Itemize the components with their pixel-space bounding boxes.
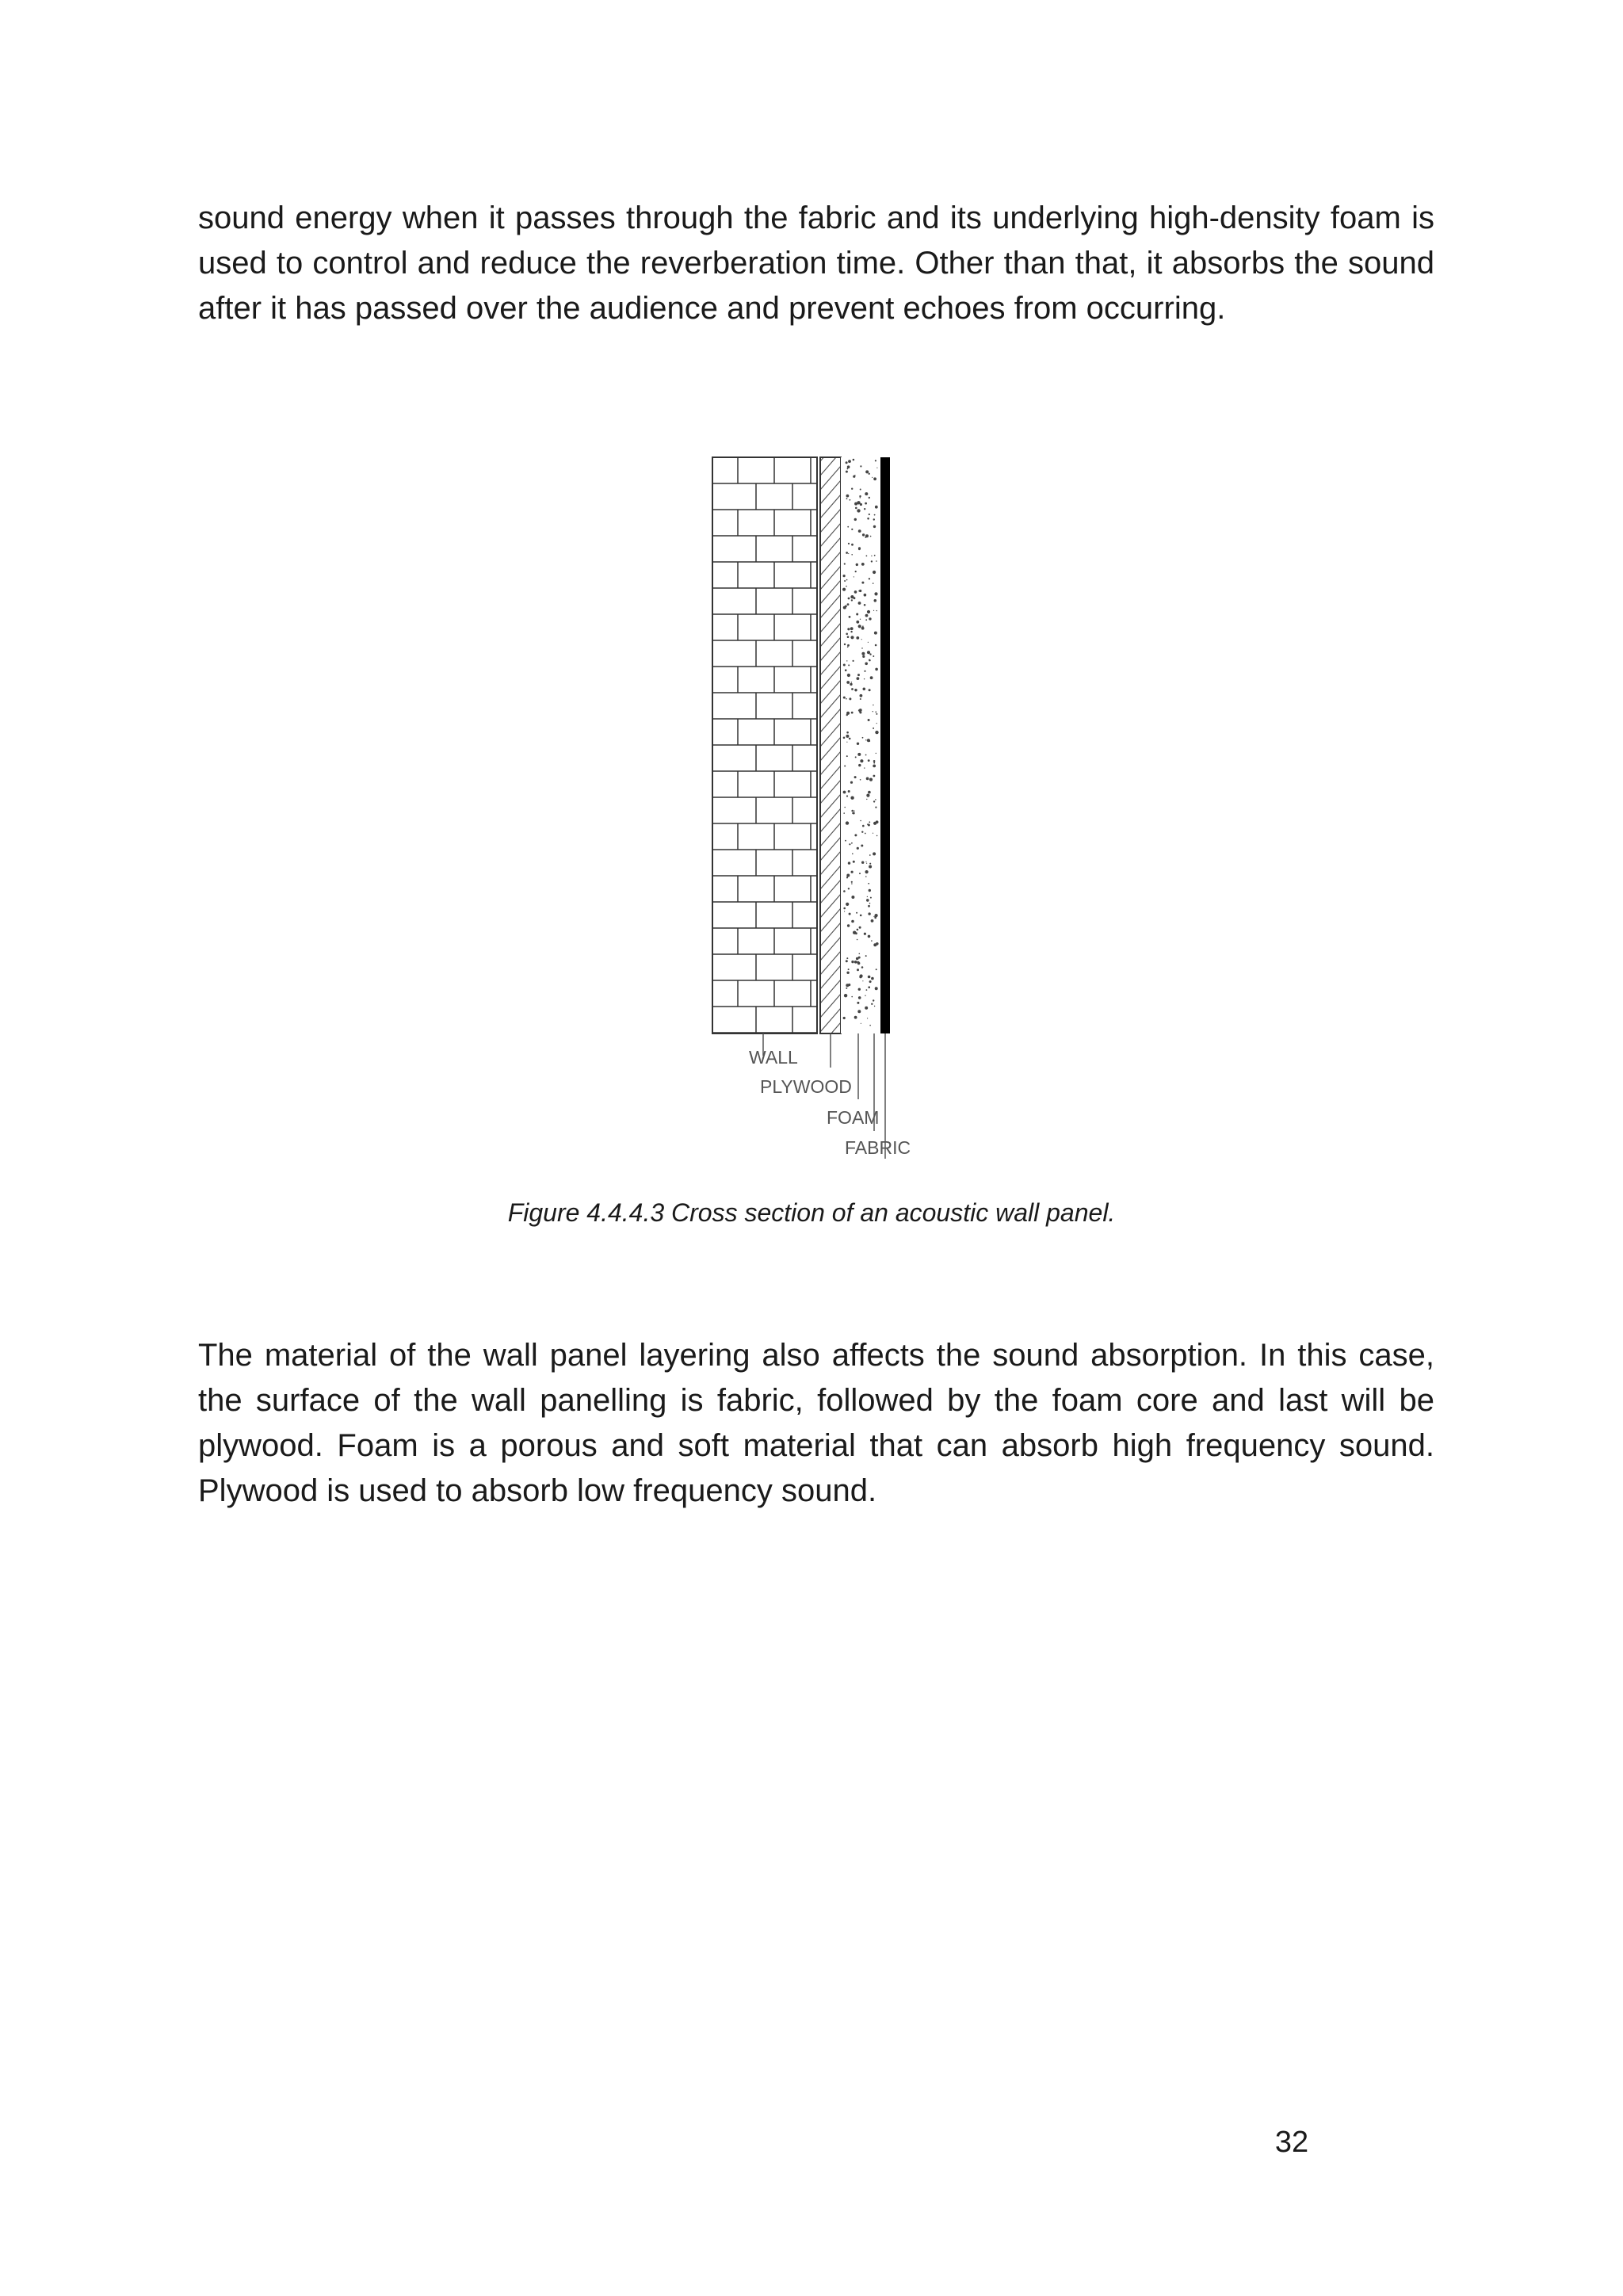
figure-caption: Figure 4.4.4.3 Cross section of an acoustic wall panel. <box>507 1198 1116 1227</box>
wall-panel-cross-section-diagram <box>709 453 931 1159</box>
wall-label: WALL <box>749 1047 798 1068</box>
foam-layer <box>841 457 880 1033</box>
fabric-layer <box>880 457 890 1033</box>
fabric-label: FABRIC <box>845 1137 911 1158</box>
brick-wall-layer <box>712 457 817 1033</box>
plywood-layer <box>820 453 841 1075</box>
body-paragraph: sound energy when it passes through the fabric and its underlying high-density foam is used to control and reduce the reverberation time. Other than that, it absorbs the sound after it has passed over the audience and prevent echoes from occurring. <box>198 201 1434 326</box>
body-paragraph: The material of the wall panel layering also affects the sound absorption. In this case, the surface of the wall panelling is fabric, followed by the foam core and last will be plywood. Foam is a porous and soft material that can absorb high frequency sound. Plywood is used to absorb low frequency sound. <box>198 1338 1434 1508</box>
foam-label: FOAM <box>827 1107 880 1128</box>
page-number: 32 <box>1274 2126 1309 2159</box>
plywood-label: PLYWOOD <box>760 1076 852 1097</box>
